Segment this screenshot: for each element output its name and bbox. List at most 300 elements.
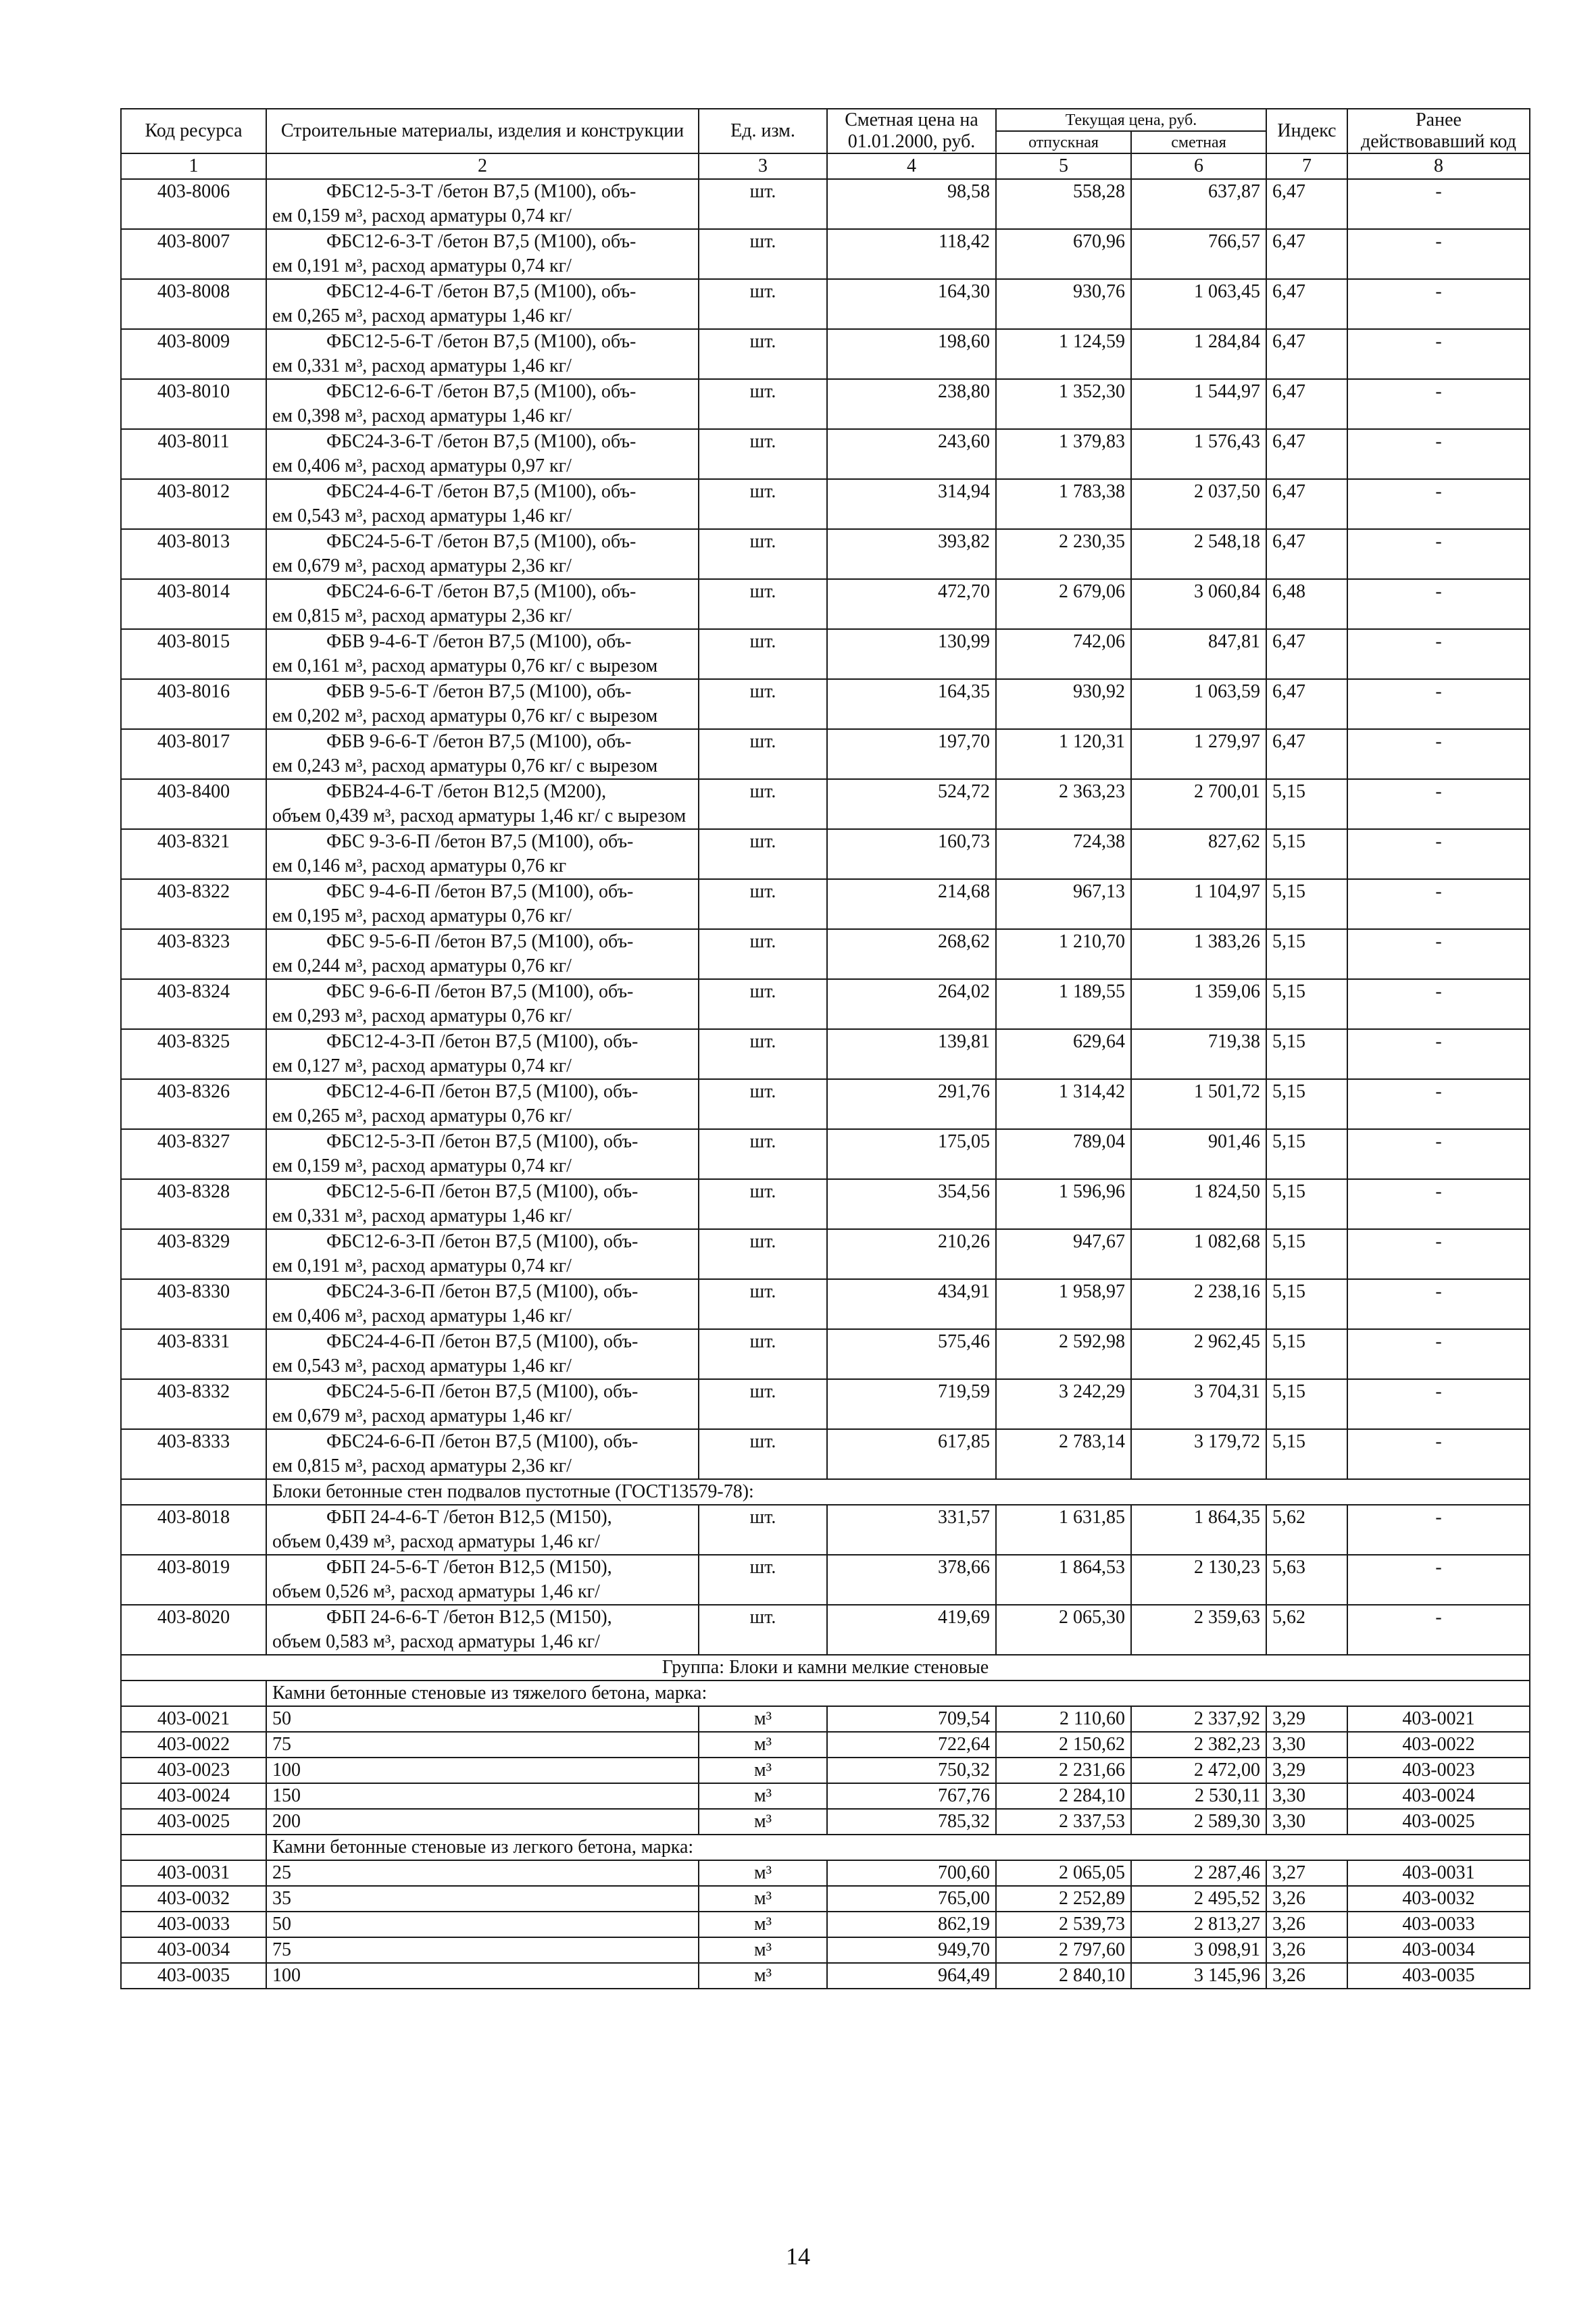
material-name: ФБС12-5-6-Т /бетон В7,5 (М100), объ-	[326, 331, 637, 352]
material-description	[266, 279, 699, 329]
price-2000: 164,30	[827, 279, 996, 329]
estimate-price: 1 544,97	[1131, 379, 1266, 429]
unit: шт.	[699, 529, 827, 579]
material-description	[266, 779, 699, 829]
material-details: ем 0,815 м³, расход арматуры 2,36 кг/	[272, 1455, 572, 1476]
resource-code: 403-8321	[121, 829, 266, 879]
index-value: 5,15	[1266, 1129, 1347, 1179]
material-description	[266, 1429, 699, 1479]
index-value: 3,30	[1266, 1809, 1347, 1835]
grade: 100	[266, 1758, 699, 1783]
price-2000: 419,69	[827, 1605, 996, 1655]
table-row	[121, 1379, 1530, 1429]
material-description	[266, 879, 699, 929]
material-details: ем 0,398 м³, расход арматуры 1,46 кг/	[272, 405, 572, 426]
material-details: ем 0,406 м³, расход арматуры 0,97 кг/	[272, 455, 572, 476]
unit: шт.	[699, 1129, 827, 1179]
material-details: ем 0,195 м³, расход арматуры 0,76 кг/	[272, 905, 572, 926]
previous-code: -	[1347, 1179, 1530, 1229]
release-price: 2 231,66	[996, 1758, 1131, 1783]
resource-code: 403-8020	[121, 1605, 266, 1655]
index-value: 3,30	[1266, 1783, 1347, 1809]
table-row	[121, 1229, 1530, 1279]
table-row	[121, 229, 1530, 279]
material-details: ем 0,406 м³, расход арматуры 1,46 кг/	[272, 1305, 572, 1326]
release-price: 2 337,53	[996, 1809, 1131, 1835]
index-value: 3,30	[1266, 1732, 1347, 1758]
release-price: 1 314,42	[996, 1079, 1131, 1129]
release-price: 2 840,10	[996, 1963, 1131, 1989]
price-2000: 378,66	[827, 1555, 996, 1605]
resource-code: 403-8015	[121, 629, 266, 679]
material-details: объем 0,526 м³, расход арматуры 1,46 кг/	[272, 1581, 600, 1602]
estimate-price: 2 700,01	[1131, 779, 1266, 829]
price-2000: 949,70	[827, 1937, 996, 1963]
table-row	[121, 1555, 1530, 1605]
header-current-price: Текущая цена, руб.	[996, 109, 1266, 131]
resource-code: 403-0024	[121, 1783, 266, 1809]
previous-code: -	[1347, 279, 1530, 329]
table-row	[121, 1937, 1530, 1963]
grade: 50	[266, 1706, 699, 1732]
previous-code: -	[1347, 529, 1530, 579]
index-value: 3,26	[1266, 1886, 1347, 1912]
previous-code: 403-0025	[1347, 1809, 1530, 1835]
light-section	[121, 1835, 1530, 1860]
previous-code: -	[1347, 629, 1530, 679]
resource-code: 403-8006	[121, 179, 266, 229]
index-value: 5,15	[1266, 1279, 1347, 1329]
price-2000: 264,02	[827, 979, 996, 1029]
table-row	[121, 379, 1530, 429]
material-name: ФБС12-5-6-П /бетон В7,5 (М100), объ-	[326, 1181, 639, 1202]
column-number: 3	[699, 153, 827, 179]
resource-code: 403-8333	[121, 1429, 266, 1479]
price-2000: 700,60	[827, 1860, 996, 1886]
unit: шт.	[699, 1179, 827, 1229]
column-number: 4	[827, 153, 996, 179]
table-row	[121, 1129, 1530, 1179]
price-2000: 393,82	[827, 529, 996, 579]
unit: шт.	[699, 929, 827, 979]
release-price: 947,67	[996, 1229, 1131, 1279]
resource-code: 403-0032	[121, 1886, 266, 1912]
material-details: ем 0,543 м³, расход арматуры 1,46 кг/	[272, 505, 572, 526]
material-name: ФБС24-6-6-Т /бетон В7,5 (М100), объ-	[326, 581, 637, 602]
resource-code: 403-8327	[121, 1129, 266, 1179]
table-row	[121, 1505, 1530, 1555]
estimate-price: 827,62	[1131, 829, 1266, 879]
resource-code: 403-0025	[121, 1809, 266, 1835]
unit: м³	[699, 1860, 827, 1886]
material-description	[266, 979, 699, 1029]
resource-code: 403-0023	[121, 1758, 266, 1783]
material-description	[266, 1179, 699, 1229]
material-name: ФБС12-6-6-Т /бетон В7,5 (М100), объ-	[326, 381, 637, 402]
previous-code: -	[1347, 379, 1530, 429]
previous-code: -	[1347, 779, 1530, 829]
grade: 150	[266, 1783, 699, 1809]
release-price: 1 631,85	[996, 1505, 1131, 1555]
resource-code: 403-8331	[121, 1329, 266, 1379]
unit: м³	[699, 1886, 827, 1912]
grade: 35	[266, 1886, 699, 1912]
table-row	[121, 479, 1530, 529]
material-details: ем 0,265 м³, расход арматуры 0,76 кг/	[272, 1105, 572, 1126]
price-2000: 118,42	[827, 229, 996, 279]
resource-code: 403-8329	[121, 1229, 266, 1279]
resource-code: 403-0031	[121, 1860, 266, 1886]
table-row	[121, 1783, 1530, 1809]
unit: шт.	[699, 179, 827, 229]
column-number: 6	[1131, 153, 1266, 179]
index-value: 5,15	[1266, 1029, 1347, 1079]
section-heading-row	[121, 1835, 1530, 1860]
table-row	[121, 329, 1530, 379]
material-description	[266, 829, 699, 879]
index-value: 5,63	[1266, 1555, 1347, 1605]
material-description	[266, 1229, 699, 1279]
release-price: 2 284,10	[996, 1783, 1131, 1809]
price-2000: 722,64	[827, 1732, 996, 1758]
release-price: 558,28	[996, 179, 1131, 229]
previous-code: -	[1347, 179, 1530, 229]
material-details: ем 0,159 м³, расход арматуры 0,74 кг/	[272, 205, 572, 226]
index-value: 5,15	[1266, 1179, 1347, 1229]
previous-code: -	[1347, 679, 1530, 729]
release-price: 1 120,31	[996, 729, 1131, 779]
index-value: 3,29	[1266, 1706, 1347, 1732]
estimate-price: 1 063,45	[1131, 279, 1266, 329]
resource-code: 403-0033	[121, 1912, 266, 1937]
table-row	[121, 629, 1530, 679]
price-2000: 765,00	[827, 1886, 996, 1912]
previous-code: -	[1347, 1229, 1530, 1279]
table-row	[121, 1429, 1530, 1479]
index-value: 6,47	[1266, 629, 1347, 679]
material-name: ФБС24-6-6-П /бетон В7,5 (М100), объ-	[326, 1431, 639, 1452]
table-row	[121, 179, 1530, 229]
estimate-price: 2 530,11	[1131, 1783, 1266, 1809]
material-details: объем 0,439 м³, расход арматуры 1,46 кг/	[272, 1531, 600, 1552]
grade: 100	[266, 1963, 699, 1989]
previous-code: -	[1347, 1129, 1530, 1179]
table-row	[121, 1706, 1530, 1732]
material-name: ФБС12-6-3-Т /бетон В7,5 (М100), объ-	[326, 231, 637, 252]
index-value: 5,15	[1266, 1429, 1347, 1479]
header-row	[121, 109, 1530, 131]
section-heading-light: Камни бетонные стеновые из легкого бетона, марка:	[266, 1835, 1530, 1860]
resource-code: 403-8328	[121, 1179, 266, 1229]
material-description	[266, 479, 699, 529]
estimate-price: 1 576,43	[1131, 429, 1266, 479]
resource-code: 403-8007	[121, 229, 266, 279]
unit: шт.	[699, 229, 827, 279]
previous-code: -	[1347, 879, 1530, 929]
material-details: ем 0,127 м³, расход арматуры 0,74 кг/	[272, 1055, 572, 1076]
column-number: 8	[1347, 153, 1530, 179]
material-details: ем 0,244 м³, расход арматуры 0,76 кг/	[272, 955, 572, 976]
hollow-block-rows	[121, 1505, 1530, 1655]
release-price: 2 150,62	[996, 1732, 1131, 1758]
table-row	[121, 779, 1530, 829]
release-price: 2 797,60	[996, 1937, 1131, 1963]
price-2000: 314,94	[827, 479, 996, 529]
unit: м³	[699, 1758, 827, 1783]
unit: м³	[699, 1706, 827, 1732]
release-price: 2 679,06	[996, 579, 1131, 629]
resource-code: 403-8012	[121, 479, 266, 529]
material-details: ем 0,331 м³, расход арматуры 1,46 кг/	[272, 1205, 572, 1226]
material-name: ФБВ 9-6-6-Т /бетон В7,5 (М100), объ-	[326, 731, 632, 752]
release-price: 3 242,29	[996, 1379, 1131, 1429]
material-details: ем 0,265 м³, расход арматуры 1,46 кг/	[272, 305, 572, 326]
unit: м³	[699, 1809, 827, 1835]
release-price: 670,96	[996, 229, 1131, 279]
previous-code: 403-0034	[1347, 1937, 1530, 1963]
table-row	[121, 1605, 1530, 1655]
material-name: ФБС 9-5-6-П /бетон В7,5 (М100), объ-	[326, 931, 634, 952]
release-price: 1 864,53	[996, 1555, 1131, 1605]
price-2000: 785,32	[827, 1809, 996, 1835]
material-description	[266, 1329, 699, 1379]
material-description	[266, 1505, 699, 1555]
material-description	[266, 529, 699, 579]
index-value: 3,27	[1266, 1860, 1347, 1886]
estimate-price: 2 238,16	[1131, 1279, 1266, 1329]
previous-code: -	[1347, 1605, 1530, 1655]
release-price: 2 252,89	[996, 1886, 1131, 1912]
previous-code: -	[1347, 1329, 1530, 1379]
release-price: 2 783,14	[996, 1429, 1131, 1479]
index-value: 6,47	[1266, 729, 1347, 779]
index-value: 5,62	[1266, 1605, 1347, 1655]
material-name: ФБС12-5-3-П /бетон В7,5 (М100), объ-	[326, 1131, 639, 1152]
resource-code: 403-8011	[121, 429, 266, 479]
material-description	[266, 579, 699, 629]
unit: шт.	[699, 1379, 827, 1429]
previous-code: -	[1347, 579, 1530, 629]
table-row	[121, 929, 1530, 979]
table-row	[121, 729, 1530, 779]
material-name: ФБВ 9-4-6-Т /бетон В7,5 (М100), объ-	[326, 631, 632, 652]
price-2000: 767,76	[827, 1783, 996, 1809]
material-description	[266, 1555, 699, 1605]
table-row	[121, 1963, 1530, 1989]
price-2000: 198,60	[827, 329, 996, 379]
material-details: объем 0,439 м³, расход арматуры 1,46 кг/ с вырезом	[272, 805, 687, 826]
estimate-price: 3 704,31	[1131, 1379, 1266, 1429]
material-name: ФБС24-4-6-П /бетон В7,5 (М100), объ-	[326, 1331, 639, 1352]
resource-code: 403-8008	[121, 279, 266, 329]
unit: шт.	[699, 1555, 827, 1605]
hollow-section	[121, 1479, 1530, 1505]
price-2000: 243,60	[827, 429, 996, 479]
index-value: 5,15	[1266, 1229, 1347, 1279]
release-price: 2 230,35	[996, 529, 1131, 579]
material-details: ем 0,202 м³, расход арматуры 0,76 кг/ с вырезом	[272, 705, 658, 726]
release-price: 724,38	[996, 829, 1131, 879]
material-name: ФБП 24-6-6-Т /бетон В12,5 (М150),	[326, 1607, 612, 1628]
resource-code: 403-0035	[121, 1963, 266, 1989]
previous-code: 403-0021	[1347, 1706, 1530, 1732]
previous-code: -	[1347, 1029, 1530, 1079]
heavy-stone-rows	[121, 1706, 1530, 1835]
group-heading-row	[121, 1655, 1530, 1681]
index-value: 6,47	[1266, 479, 1347, 529]
unit: м³	[699, 1732, 827, 1758]
material-description	[266, 1079, 699, 1129]
section-heading-row	[121, 1681, 1530, 1706]
section-heading-heavy: Камни бетонные стеновые из тяжелого бетона, марка:	[266, 1681, 1530, 1706]
material-name: ФБС24-3-6-П /бетон В7,5 (М100), объ-	[326, 1281, 639, 1302]
index-value: 6,47	[1266, 279, 1347, 329]
group-title: Группа: Блоки и камни мелкие стеновые	[121, 1655, 1530, 1681]
table-row	[121, 679, 1530, 729]
estimate-price: 637,87	[1131, 179, 1266, 229]
previous-code: -	[1347, 1429, 1530, 1479]
material-description	[266, 429, 699, 479]
material-details: ем 0,815 м³, расход арматуры 2,36 кг/	[272, 605, 572, 626]
index-value: 5,15	[1266, 779, 1347, 829]
resource-code: 403-0034	[121, 1937, 266, 1963]
estimate-price: 719,38	[1131, 1029, 1266, 1079]
resource-code: 403-8324	[121, 979, 266, 1029]
release-price: 1 783,38	[996, 479, 1131, 529]
index-value: 6,47	[1266, 179, 1347, 229]
table-row	[121, 1860, 1530, 1886]
resource-code: 403-8016	[121, 679, 266, 729]
release-price: 1 189,55	[996, 979, 1131, 1029]
unit: шт.	[699, 1079, 827, 1129]
price-2000: 139,81	[827, 1029, 996, 1079]
estimate-price: 1 082,68	[1131, 1229, 1266, 1279]
unit: м³	[699, 1937, 827, 1963]
material-details: ем 0,331 м³, расход арматуры 1,46 кг/	[272, 355, 572, 376]
estimate-price: 766,57	[1131, 229, 1266, 279]
column-numbers-row	[121, 153, 1530, 179]
material-name: ФБС24-3-6-Т /бетон В7,5 (М100), объ-	[326, 431, 637, 452]
index-value: 6,48	[1266, 579, 1347, 629]
resource-code: 403-8400	[121, 779, 266, 829]
material-name: ФБС12-6-3-П /бетон В7,5 (М100), объ-	[326, 1231, 639, 1252]
table-row	[121, 1079, 1530, 1129]
price-2000: 197,70	[827, 729, 996, 779]
unit: шт.	[699, 979, 827, 1029]
previous-code: -	[1347, 1555, 1530, 1605]
previous-code: 403-0022	[1347, 1732, 1530, 1758]
price-2000: 862,19	[827, 1912, 996, 1937]
previous-code: -	[1347, 479, 1530, 529]
material-description	[266, 1279, 699, 1329]
unit: шт.	[699, 879, 827, 929]
unit: шт.	[699, 579, 827, 629]
estimate-price: 2 813,27	[1131, 1912, 1266, 1937]
price-2000: 709,54	[827, 1706, 996, 1732]
table-row	[121, 279, 1530, 329]
unit: шт.	[699, 629, 827, 679]
previous-code: 403-0024	[1347, 1783, 1530, 1809]
material-details: объем 0,583 м³, расход арматуры 1,46 кг/	[272, 1631, 600, 1652]
material-name: ФБС12-5-3-Т /бетон В7,5 (М100), объ-	[326, 181, 637, 202]
material-details: ем 0,293 м³, расход арматуры 0,76 кг/	[272, 1005, 572, 1026]
previous-code: 403-0033	[1347, 1912, 1530, 1937]
estimate-price: 2 548,18	[1131, 529, 1266, 579]
column-number: 1	[121, 153, 266, 179]
estimate-price: 2 962,45	[1131, 1329, 1266, 1379]
index-value: 6,47	[1266, 379, 1347, 429]
grade: 200	[266, 1809, 699, 1835]
previous-code: 403-0035	[1347, 1963, 1530, 1989]
index-value: 3,29	[1266, 1758, 1347, 1783]
material-name: ФБС24-5-6-П /бетон В7,5 (М100), объ-	[326, 1381, 639, 1402]
table-row	[121, 429, 1530, 479]
material-description	[266, 229, 699, 279]
index-value: 5,15	[1266, 929, 1347, 979]
price-2000: 472,70	[827, 579, 996, 629]
price-2000: 575,46	[827, 1329, 996, 1379]
resource-code: 403-8322	[121, 879, 266, 929]
table-row	[121, 1809, 1530, 1835]
estimate-price: 1 501,72	[1131, 1079, 1266, 1129]
unit: м³	[699, 1912, 827, 1937]
estimate-price: 2 359,63	[1131, 1605, 1266, 1655]
material-description	[266, 929, 699, 979]
material-details: ем 0,146 м³, расход арматуры 0,76 кг	[272, 855, 567, 876]
material-name: ФБС12-4-6-П /бетон В7,5 (М100), объ-	[326, 1081, 639, 1102]
previous-code: -	[1347, 829, 1530, 879]
table-row	[121, 1329, 1530, 1379]
price-2000: 175,05	[827, 1129, 996, 1179]
unit: шт.	[699, 1505, 827, 1555]
material-description	[266, 1029, 699, 1079]
material-name: ФБП 24-5-6-Т /бетон В12,5 (М150),	[326, 1557, 612, 1578]
estimate-price: 3 098,91	[1131, 1937, 1266, 1963]
estimate-price: 3 060,84	[1131, 579, 1266, 629]
section-heading-row	[121, 1479, 1530, 1505]
index-value: 6,47	[1266, 229, 1347, 279]
previous-code: -	[1347, 1279, 1530, 1329]
index-value: 6,47	[1266, 329, 1347, 379]
previous-code: 403-0023	[1347, 1758, 1530, 1783]
resource-code: 403-8009	[121, 329, 266, 379]
material-description	[266, 1605, 699, 1655]
price-2000: 964,49	[827, 1963, 996, 1989]
grade: 25	[266, 1860, 699, 1886]
estimate-price: 901,46	[1131, 1129, 1266, 1179]
unit: шт.	[699, 1029, 827, 1079]
price-2000: 354,56	[827, 1179, 996, 1229]
index-value: 5,62	[1266, 1505, 1347, 1555]
grade: 75	[266, 1937, 699, 1963]
estimate-price: 1 279,97	[1131, 729, 1266, 779]
estimate-price: 2 382,23	[1131, 1732, 1266, 1758]
estimate-price: 847,81	[1131, 629, 1266, 679]
material-description	[266, 629, 699, 679]
estimate-price: 1 864,35	[1131, 1505, 1266, 1555]
price-2000: 750,32	[827, 1758, 996, 1783]
unit: шт.	[699, 1429, 827, 1479]
previous-code: 403-0031	[1347, 1860, 1530, 1886]
column-number: 2	[266, 153, 699, 179]
release-price: 2 110,60	[996, 1706, 1131, 1732]
index-value: 3,26	[1266, 1937, 1347, 1963]
resource-code: 403-8332	[121, 1379, 266, 1429]
unit: шт.	[699, 679, 827, 729]
release-price: 742,06	[996, 629, 1131, 679]
index-value: 6,47	[1266, 679, 1347, 729]
header-previous-code: Ранее действовавший код	[1347, 109, 1530, 153]
